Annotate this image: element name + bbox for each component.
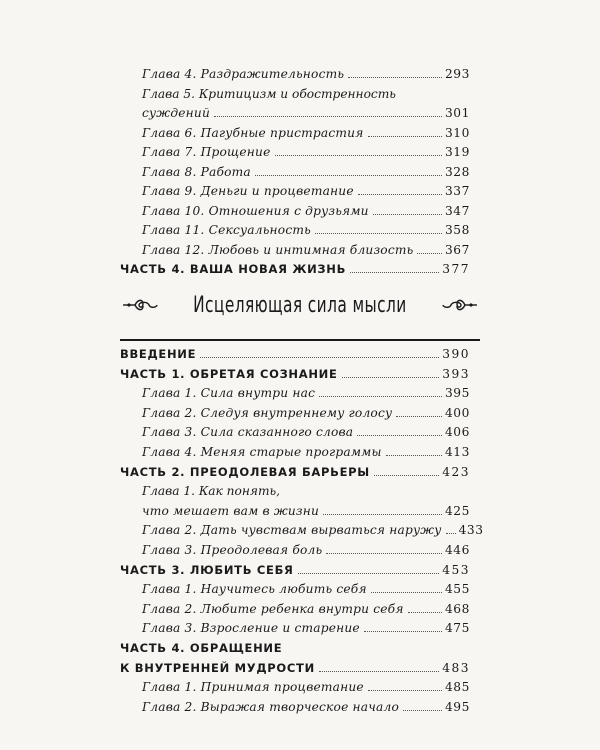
toc-entry-label: Глава 6. Пагубные пристрастия: [142, 125, 364, 140]
toc-entry-page-number: 310: [444, 125, 470, 140]
toc-entry-page-number: 433: [458, 523, 484, 538]
toc-entry: [0, 656, 600, 676]
toc-entry-page-number: 377: [442, 262, 470, 276]
toc-entry: [0, 199, 600, 219]
toc-entry-page-number: 301: [444, 106, 470, 120]
toc-entry: [0, 362, 600, 382]
dot-leader: [315, 233, 442, 234]
toc-entry: [0, 695, 600, 715]
toc-entry-label: Глава 11. Сексуальность: [142, 223, 311, 237]
dot-leader: [396, 416, 442, 417]
toc-entry-page-number: 347: [444, 203, 470, 218]
dot-leader: [358, 194, 442, 195]
toc-entry-label: Глава 10. Отношения с друзьями: [142, 203, 369, 218]
toc-entry: [0, 440, 600, 460]
dot-leader: [319, 671, 439, 672]
toc-entry-page-number: 453: [442, 562, 470, 577]
toc-entry-page-number: 485: [444, 680, 470, 695]
dot-leader: [326, 553, 442, 554]
toc-entry-page-number: 446: [444, 543, 470, 557]
dot-leader: [371, 592, 442, 593]
toc-entry-label: Глава 9. Деньги и процветание: [142, 184, 354, 198]
toc-entry-label: Глава 12. Любовь и интимная близость: [142, 242, 414, 257]
dot-leader: [214, 116, 442, 117]
toc-entry-label: Глава 3. Взросление и старение: [142, 621, 360, 636]
toc-entry-page-number: 475: [444, 621, 470, 636]
toc-entry-label: Глава 2. Выражая творческое начало: [142, 699, 399, 714]
toc-entry-label: К ВНУТРЕННЕЙ МУДРОСТИ: [120, 660, 315, 675]
toc-entry: [0, 160, 600, 180]
toc-entry-label: ЧАСТЬ 3. ЛЮБИТЬ СЕБЯ: [120, 562, 294, 577]
toc-entry: [0, 499, 600, 519]
toc-entry-label: Глава 3. Преодолевая боль: [142, 543, 323, 557]
toc-entry: [0, 101, 600, 121]
toc-entry-page-number: 423: [442, 464, 470, 479]
toc-entry: [0, 420, 600, 440]
toc-entry: [0, 538, 600, 558]
toc-entry-page-number: 358: [444, 223, 470, 237]
toc-entry-page-number: 328: [444, 164, 470, 179]
toc-entry-page-number: 483: [442, 660, 470, 675]
toc-entry: [0, 121, 600, 141]
section-heading: [0, 290, 600, 320]
toc-entry-label: Глава 2. Следуя внутреннему голосу: [142, 405, 393, 420]
toc-entry: [0, 62, 600, 82]
dot-leader: [348, 77, 442, 78]
toc-entry-label: Глава 4. Меняя старые программы: [142, 445, 382, 459]
toc-entry-label: Глава 5. Критицизм и обостренность: [142, 86, 396, 101]
toc-entry-label: ЧАСТЬ 2. ПРЕОДОЛЕВАЯ БАРЬЕРЫ: [120, 464, 370, 479]
toc-entry: [0, 636, 600, 656]
toc-entry: [0, 140, 600, 160]
toc-entry-label: суждений: [142, 106, 211, 120]
dot-leader: [255, 175, 442, 176]
toc-entry-page-number: 390: [442, 347, 470, 361]
toc-entry-label: Глава 2. Дать чувствам вырваться наружу: [142, 523, 442, 538]
toc-entry-label: Глава 1. Принимая процветание: [142, 680, 364, 695]
right-ornament-icon: [441, 297, 479, 313]
toc-entry-page-number: 393: [442, 366, 470, 381]
toc-entry-page-number: 367: [444, 242, 470, 257]
toc-entry-label: ВВЕДЕНИЕ: [120, 347, 197, 361]
dot-leader: [368, 690, 442, 691]
dot-leader: [386, 455, 442, 456]
dot-leader: [350, 272, 439, 273]
toc-entry: [0, 238, 600, 258]
dot-leader: [403, 710, 442, 711]
toc-entry-label: Глава 3. Сила сказанного слова: [142, 425, 354, 440]
toc-entry-page-number: 468: [444, 601, 470, 616]
toc-entry: [0, 597, 600, 617]
toc-entry: [0, 381, 600, 401]
dot-leader: [446, 533, 456, 534]
toc-entry: [0, 257, 600, 277]
dot-leader: [275, 155, 442, 156]
toc-entry: [0, 518, 600, 538]
section-title: Исцеляющая сила мысли: [193, 292, 407, 318]
toc-entry-label: Глава 1. Сила внутри нас: [142, 386, 316, 401]
toc-entry-label: Глава 8. Работа: [142, 164, 251, 179]
toc-entry-label: что мешает вам в жизни: [142, 503, 320, 518]
toc-entry: [0, 577, 600, 597]
toc-entry-label: Глава 7. Прощение: [142, 145, 271, 159]
toc-entry-label: Глава 2. Любите ребенка внутри себя: [142, 601, 404, 616]
dot-leader: [357, 435, 442, 436]
toc-entry: [0, 82, 600, 102]
dot-leader: [368, 136, 442, 137]
dot-leader: [408, 612, 442, 613]
toc-entry: [0, 342, 600, 362]
toc-entry-page-number: 337: [444, 184, 470, 198]
toc-entry: [0, 460, 600, 480]
toc-entry: [0, 558, 600, 578]
toc-entry-page-number: 319: [444, 145, 470, 159]
dot-leader: [323, 514, 442, 515]
toc-entry-label: Глава 1. Как понять,: [142, 484, 281, 499]
dot-leader: [373, 214, 442, 215]
toc-entry: [0, 218, 600, 238]
dot-leader: [298, 573, 440, 574]
toc-entry-page-number: 406: [444, 425, 470, 440]
toc-entry-label: Глава 1. Научитесь любить себя: [142, 582, 367, 597]
toc-entry: [0, 616, 600, 636]
toc-entry: [0, 675, 600, 695]
section-rule: [120, 339, 480, 341]
toc-entry-page-number: 400: [444, 405, 470, 420]
toc-entry-page-number: 395: [444, 386, 470, 401]
toc-entry-page-number: 413: [444, 445, 470, 459]
toc-entry-label: ЧАСТЬ 4. ВАША НОВАЯ ЖИЗНЬ: [120, 262, 347, 276]
dot-leader: [342, 377, 440, 378]
toc-entry-page-number: 495: [444, 699, 470, 714]
toc-entry-page-number: 293: [444, 67, 470, 81]
toc-entry: [0, 401, 600, 421]
dot-leader: [200, 357, 439, 358]
dot-leader: [374, 475, 439, 476]
toc-entry-page-number: 455: [444, 582, 470, 597]
toc-entry-page-number: 425: [444, 503, 470, 518]
dot-leader: [417, 253, 441, 254]
toc-entry-label: ЧАСТЬ 1. ОБРЕТАЯ СОЗНАНИЕ: [120, 366, 338, 381]
dot-leader: [319, 396, 442, 397]
left-ornament-icon: [121, 297, 159, 313]
toc-entry: [0, 479, 600, 499]
toc-entry-label: Глава 4. Раздражительность: [142, 67, 345, 81]
toc-entry: [0, 179, 600, 199]
dot-leader: [364, 631, 442, 632]
toc-entry-label: ЧАСТЬ 4. ОБРАЩЕНИЕ: [120, 641, 283, 655]
